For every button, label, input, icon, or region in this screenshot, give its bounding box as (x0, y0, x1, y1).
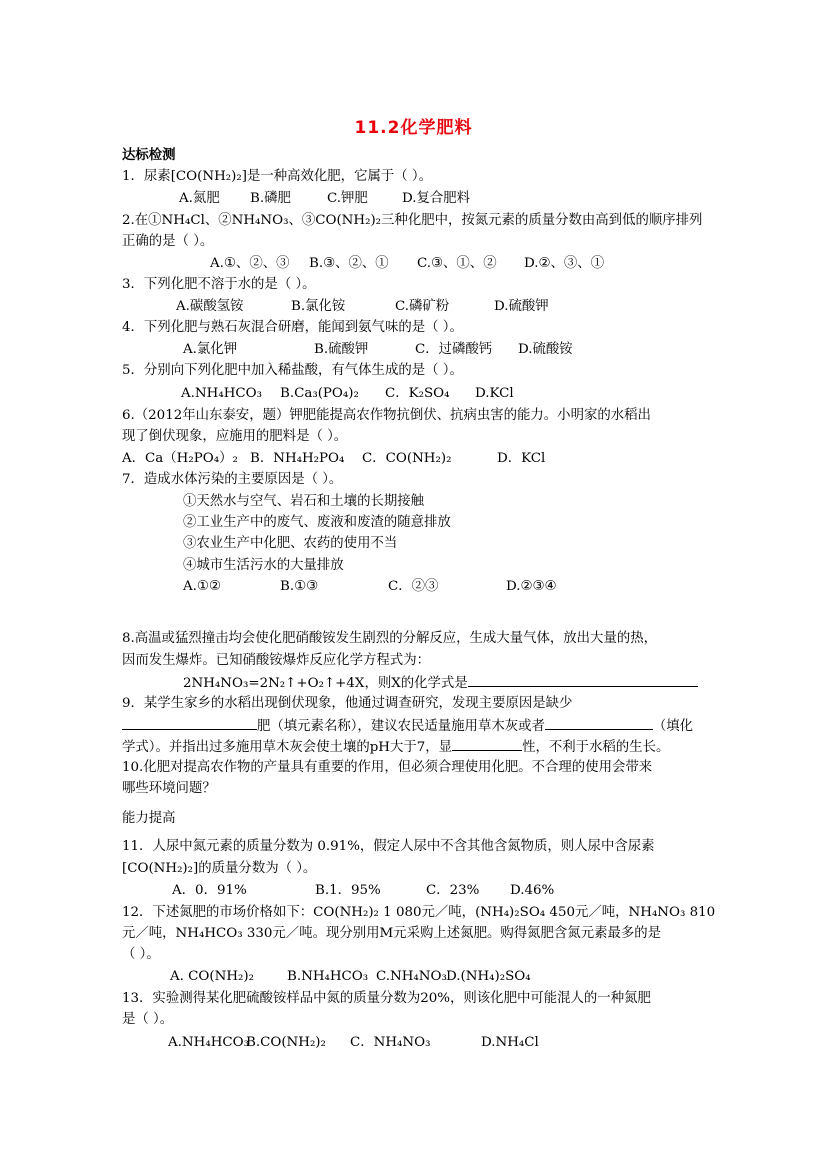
section-heading-advanced: 能力提高 (122, 811, 176, 826)
question-13-option-b: B.CO(NH₂)₂ (246, 1035, 326, 1050)
question-12-line3: （ ）。 (122, 947, 160, 962)
question-13-option-a: A.NH₄HCO₃ (168, 1035, 249, 1050)
question-9-line2 (122, 716, 693, 736)
question-6-option-b: B．NH₄H₂PO₄ (250, 451, 345, 466)
document-title: 11.2化学肥料 (354, 118, 473, 138)
question-13-line1: 13．实验测得某化肥硫酸铵样品中氮的质量分数为20%，则该化肥中可能混人的一种氮肥 (122, 991, 651, 1006)
question-4-option-d: D.硫酸铵 (518, 342, 573, 357)
question-5-option-c: C．K₂SO₄ (385, 386, 450, 401)
question-12-option-a: A. CO(NH₂)₂ (170, 969, 254, 984)
question-7-option-d: D.②③④ (506, 579, 557, 594)
question-11-option-b: B.1．95% (315, 883, 381, 898)
question-6-option-c: C．CO(NH₂)₂ (362, 451, 452, 466)
question-9-line3-text-b: 性，不利于水稻的生长。 (522, 740, 670, 755)
question-7-stem: 7．造成水体污染的主要原因是（ ）。 (122, 472, 343, 487)
question-2-option-c: C.③、①、② (417, 256, 497, 271)
question-3-stem: 3．下列化肥不溶于水的是（ ）。 (122, 277, 316, 292)
question-8-equation (183, 673, 698, 693)
question-11-option-d: D.46% (510, 883, 555, 898)
question-7-option-a: A.①② (183, 579, 221, 594)
question-13-option-d: D.NH₄Cl (481, 1035, 539, 1050)
question-4-option-b: B.硫酸钾 (314, 342, 369, 357)
question-12-line1: 12．下述氮肥的市场价格如下：CO(NH₂)₂ 1 080元／吨，(NH₄)₂SO₄ 450元／吨，NH₄NO₃ 810 (122, 905, 716, 920)
section-heading-basic: 达标检测 (122, 147, 176, 163)
question-9-line3-text-a: 学式）。并指出过多施用草木灰会使土壤的pH大于7，显 (122, 740, 453, 755)
question-3-option-c: C.磷矿粉 (395, 299, 450, 314)
question-5-stem: 5．分别向下列化肥中加入稀盐酸，有气体生成的是（ ）。 (122, 363, 463, 378)
question-10-line2: 哪些环境问题？ (122, 781, 216, 796)
question-9-line2-text-b: （填化 (652, 719, 694, 734)
question-10-line1: 10.化肥对提高农作物的产量具有重要的作用，但必须合理使用化肥。不合理的使用会带来 (122, 760, 653, 775)
question-7-item-4: ④城市生活污水的大量排放 (183, 558, 344, 573)
question-4-option-c: C．过磷酸钙 (415, 342, 493, 357)
question-2-option-a: A.①、②、③ (210, 256, 290, 271)
question-6-option-a: A．Ca（H₂PO₄）₂ (122, 451, 238, 466)
question-9-element-blank[interactable] (122, 716, 257, 730)
question-8-answer-blank[interactable] (468, 673, 698, 687)
question-1-stem: 1．尿素[CO(NH₂)₂]是一种高效化肥，它属于（ ）。 (122, 169, 432, 184)
question-8-line2: 因而发生爆炸。已知硝酸铵爆炸反应化学方程式为： (122, 653, 430, 668)
question-6-stem-line1: 6.（2012年山东泰安，题）钾肥能提高农作物抗倒伏、抗病虫害的能力。小明家的水稻出 (122, 408, 651, 423)
question-7-item-3: ③农业生产中化肥、农药的使用不当 (183, 536, 398, 551)
question-3-option-d: D.硫酸钾 (494, 299, 549, 314)
question-11-line2: [CO(NH₂)₂]的质量分数为（ ）。 (122, 861, 317, 876)
question-1-option-b: B.磷肥 (250, 191, 291, 206)
question-7-item-2: ②工业生产中的废气、废液和废渣的随意排放 (183, 515, 451, 530)
question-1-option-a: A.氮肥 (179, 191, 220, 206)
question-2-option-b: B.③、②、① (309, 256, 389, 271)
question-12-option-b: B.NH₄HCO₃ (287, 969, 369, 984)
question-7-option-b: B.①③ (280, 579, 319, 594)
question-13-option-c: C．NH₄NO₃ (350, 1035, 431, 1050)
question-2-stem-line2: 正确的是（ ）。 (122, 234, 214, 249)
question-2-stem-line1: 2.在①NH₄Cl、②NH₄NO₃、③CO(NH₂)₂三种化肥中，按氮元素的质量分数由高到低的顺序排列 (122, 213, 703, 228)
question-9-formula-blank[interactable] (545, 716, 653, 730)
question-7-item-1: ①天然水与空气、岩石和土壤的长期接触 (183, 494, 425, 509)
question-12-line2: 元／吨，NH₄HCO₃ 330元／吨。现分别用M元采购上述氮肥。购得氮肥含氮元素最多的是 (122, 926, 662, 941)
question-9-property-blank[interactable] (452, 737, 522, 751)
question-9-line3 (122, 737, 669, 757)
question-13-line2: 是（ ）。 (122, 1012, 174, 1027)
question-4-option-a: A.氯化钾 (183, 342, 238, 357)
question-5-option-b: B.Ca₃(PO₄)₂ (280, 386, 359, 401)
question-6-option-d: D．KCl (497, 451, 546, 466)
question-7-option-c: C．②③ (388, 579, 439, 594)
question-5-option-d: D.KCl (475, 386, 514, 401)
question-9-line2-text-a: 肥（填元素名称），建议农民适量施用草木灰或者 (257, 719, 545, 734)
question-9-line1: 9．某学生家乡的水稻出现倒伏现象，他通过调查研究，发现主要原因是缺少 (122, 696, 573, 711)
question-3-option-a: A.碳酸氢铵 (176, 299, 244, 314)
question-11-line1: 11．人尿中氮元素的质量分数为 0.91%，假定人尿中不含其他含氮物质，则人尿中含尿素 (122, 839, 655, 854)
question-1-option-c: C.钾肥 (327, 191, 368, 206)
question-8-line1: 8.高温或猛烈撞击均会使化肥硝酸铵发生剧烈的分解反应，生成大量气体，放出大量的热， (122, 631, 658, 646)
question-4-stem: 4．下列化肥与熟石灰混合研磨，能闻到氨气味的是（ ）。 (122, 320, 463, 335)
question-11-option-a: A．0．91% (172, 883, 247, 898)
question-12-option-c: C.NH₄NO₃ (376, 969, 447, 984)
question-3-option-b: B.氯化铵 (291, 299, 346, 314)
question-11-option-c: C．23% (426, 883, 480, 898)
question-2-option-d: D.②、③、① (524, 256, 605, 271)
question-5-option-a: A.NH₄HCO₃ (181, 386, 262, 401)
question-6-stem-line2: 现了倒伏现象，应施用的肥料是（ ）。 (122, 429, 348, 444)
question-8-equation-text: 2NH₄NO₃=2N₂↑+O₂↑+4X，则X的化学式是 (183, 676, 468, 691)
question-1-option-d: D.复合肥料 (402, 191, 471, 206)
question-12-option-d: D.(NH₄)₂SO₄ (446, 969, 531, 984)
